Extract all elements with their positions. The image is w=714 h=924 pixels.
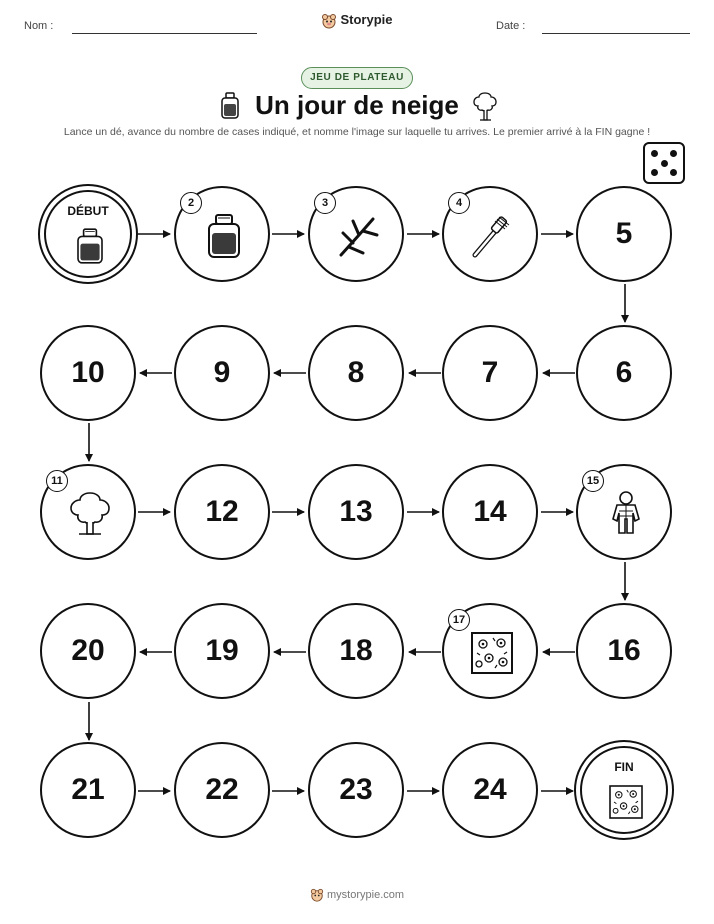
snowsuit-icon — [601, 489, 651, 539]
cell-number-badge: 11 — [46, 470, 68, 492]
cell-number: 5 — [615, 217, 633, 250]
board-cell-8 — [308, 325, 404, 421]
cell-number: 18 — [339, 634, 373, 667]
end-label: FIN — [614, 760, 634, 774]
board-cell-10 — [40, 325, 136, 421]
instructions: Lance un dé, avance du nombre de cases indiqué, et nomme l'image sur laquelle tu arrives. Le premier arrivé à la FIN gagne ! — [63, 126, 651, 138]
cell-number: 10 — [71, 356, 105, 389]
bottle-icon — [199, 211, 249, 261]
board-cell-18 — [308, 603, 404, 699]
page-title: Un jour de neige — [255, 90, 459, 120]
board-cell-1 — [38, 184, 138, 284]
cell-number-badge: 4 — [448, 192, 470, 214]
cell-number: 14 — [473, 495, 507, 528]
board-cell-19 — [174, 603, 270, 699]
board-cell-12 — [174, 464, 270, 560]
cell-number: 22 — [205, 773, 239, 806]
tree-icon — [65, 489, 115, 539]
board-cell-22 — [174, 742, 270, 838]
board-cell-21 — [40, 742, 136, 838]
brand-name: Storypie — [340, 12, 393, 27]
board-cell-23 — [308, 742, 404, 838]
cell-number-badge: 17 — [448, 609, 470, 631]
cell-number: 12 — [205, 495, 239, 528]
footer-url: mystorypie.com — [327, 888, 405, 901]
board-cell-20 — [40, 603, 136, 699]
board-cell-11 — [40, 464, 136, 560]
cell-number: 19 — [205, 634, 239, 667]
name-label: Nom : — [24, 20, 54, 32]
cell-number: 13 — [339, 495, 373, 528]
start-label: DÉBUT — [67, 204, 109, 218]
board-cell-3 — [308, 186, 404, 282]
storypie-logo-icon — [310, 889, 327, 901]
board-cell-14 — [442, 464, 538, 560]
board-cell-4 — [442, 186, 538, 282]
bottle-icon — [70, 226, 110, 266]
cell-number: 21 — [71, 773, 105, 806]
cell-number: 23 — [339, 773, 373, 806]
cell-number: 8 — [347, 356, 365, 389]
board-cell-5 — [576, 186, 672, 282]
board-cell-9 — [174, 325, 270, 421]
flower-quilt-icon — [467, 628, 517, 678]
category-badge: JEU DE PLATEAU — [301, 67, 413, 89]
board-cell-25 — [574, 740, 674, 840]
cell-number-badge: 2 — [180, 192, 202, 214]
flower-quilt-icon — [606, 782, 646, 822]
date-label: Date : — [496, 20, 526, 32]
cell-number-badge: 15 — [582, 470, 604, 492]
cell-number: 7 — [481, 356, 499, 389]
board-cell-7 — [442, 325, 538, 421]
branch-icon — [333, 211, 383, 261]
board-cell-24 — [442, 742, 538, 838]
cell-number: 24 — [473, 773, 507, 806]
board-cell-15 — [576, 464, 672, 560]
board-cell-2 — [174, 186, 270, 282]
board-cell-17 — [442, 603, 538, 699]
board-cell-6 — [576, 325, 672, 421]
cell-number: 20 — [71, 634, 105, 667]
cell-number: 6 — [615, 356, 633, 389]
board-cell-16 — [576, 603, 672, 699]
board-cell-13 — [308, 464, 404, 560]
toothbrush-icon — [467, 211, 517, 261]
cell-number: 16 — [607, 634, 641, 667]
footer — [0, 888, 714, 902]
cell-number: 9 — [213, 356, 231, 389]
cell-number-badge: 3 — [314, 192, 336, 214]
